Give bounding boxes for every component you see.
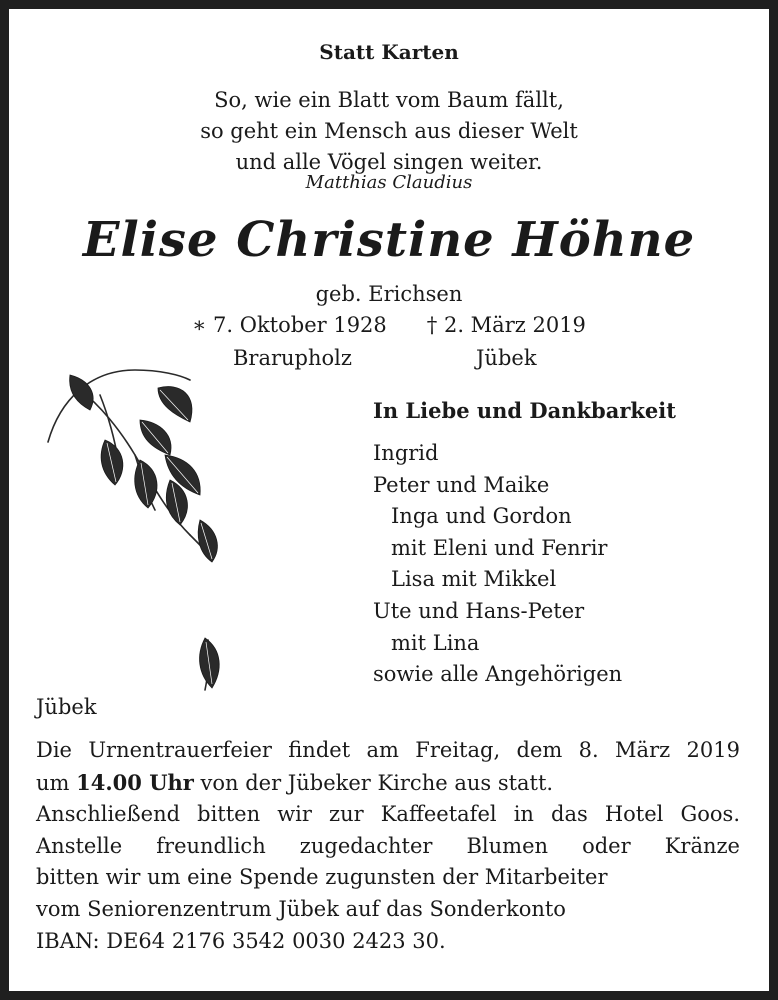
leaf-shape <box>198 520 217 562</box>
poem-author: Matthias Claudius <box>305 172 473 193</box>
iban: IBAN: DE64 2176 3542 0030 2423 30. <box>36 928 446 953</box>
poem-line: so geht ein Mensch aus dieser Welt <box>200 119 578 143</box>
birth-place: Brarupholz <box>233 346 352 370</box>
leaf-shape <box>101 440 123 485</box>
ceremony-line: Die Urnentrauerfeier findet am Freitag, dem 8. März 2019 <box>36 738 740 762</box>
ceremony-line: bitten wir um eine Spende zugunsten der Mitarbeiter <box>36 865 608 890</box>
ceremony-line: Anstelle freundlich zugedachter Blumen oder Kränze <box>36 833 740 858</box>
mourners-list <box>373 438 622 691</box>
list-item: Lisa mit Mikkel <box>391 567 557 592</box>
birch-branch-illustration <box>40 360 240 700</box>
ceremony-text-fragment: um <box>36 770 77 795</box>
list-item: sowie alle Angehörigen <box>373 662 623 687</box>
place-signature: Jübek <box>36 695 97 719</box>
list-item: Peter und Maike <box>373 472 550 497</box>
ceremony-line: Anschließend bitten wir zur Kaffeetafel in das Hotel Goos. <box>36 802 740 827</box>
ceremony-text-fragment: von der Jübeker Kirche aus statt. <box>193 770 554 795</box>
list-item: Ute und Hans-Peter <box>373 598 585 623</box>
ceremony-text <box>36 735 740 957</box>
mourners-heading: In Liebe und Dankbarkeit <box>373 398 676 423</box>
leaf-shape <box>200 638 220 688</box>
list-item: mit Eleni und Fenrir <box>391 535 608 560</box>
list-item: mit Lina <box>391 630 480 655</box>
list-item: Ingrid <box>373 441 439 465</box>
ceremony-time: 14.00 Uhr <box>76 769 194 795</box>
ceremony-line: vom Seniorenzentrum Jübek auf das Sonderkonto <box>36 896 566 921</box>
header-label: Statt Karten <box>319 40 459 64</box>
birth-date: ∗ 7. Oktober 1928 <box>192 313 387 337</box>
leaf-shape <box>158 387 192 422</box>
deceased-name: Elise Christine Höhne <box>82 212 696 268</box>
poem-line: und alle Vögel singen weiter. <box>235 150 543 174</box>
ceremony-line <box>36 767 740 800</box>
list-item: Inga und Gordon <box>391 504 572 529</box>
poem-line: So, wie ein Blatt vom Baum fällt, <box>214 88 564 112</box>
life-dates <box>0 313 778 337</box>
leaf-shape <box>70 375 93 410</box>
death-date: † 2. März 2019 <box>426 313 586 337</box>
death-place: Jübek <box>476 346 537 370</box>
birth-name: geb. Erichsen <box>315 282 463 306</box>
leaf-shape <box>135 460 157 508</box>
poem <box>0 85 778 178</box>
